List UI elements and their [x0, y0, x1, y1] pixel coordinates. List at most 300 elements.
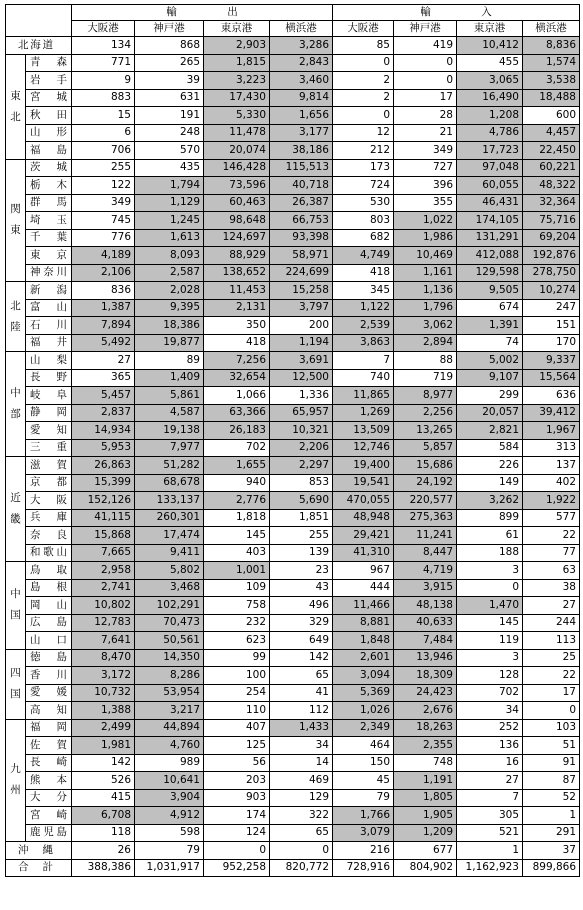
value-cell: 145: [457, 614, 523, 632]
value-cell: 455: [457, 54, 523, 72]
value-cell: 3,460: [270, 72, 333, 90]
prefecture-label: 新潟: [26, 282, 72, 300]
value-cell: 41,115: [72, 509, 135, 527]
value-cell: 1,986: [394, 229, 457, 247]
value-cell: 577: [523, 509, 580, 527]
value-cell: 1,129: [135, 194, 204, 212]
value-cell: 415: [72, 789, 135, 807]
value-cell: 19,541: [333, 474, 394, 492]
prefecture-label: 山形: [26, 124, 72, 142]
prefecture-label: 長野: [26, 369, 72, 387]
value-cell: 3,863: [333, 334, 394, 352]
region-char: 国: [10, 688, 21, 700]
value-cell: 2,355: [394, 737, 457, 755]
value-cell: 8,093: [135, 247, 204, 265]
prefecture-label: 鹿児島: [26, 824, 72, 842]
value-cell: 8,286: [135, 667, 204, 685]
value-cell: 3,468: [135, 579, 204, 597]
value-cell: 23: [270, 562, 333, 580]
value-cell: 28: [394, 107, 457, 125]
value-cell: 2,106: [72, 264, 135, 282]
value-cell: 61: [457, 527, 523, 545]
value-cell: 3,286: [270, 37, 333, 55]
value-cell: 113: [523, 632, 580, 650]
value-cell: 16,490: [457, 89, 523, 107]
value-cell: 247: [523, 299, 580, 317]
value-cell: 8,977: [394, 387, 457, 405]
region-char: 陸: [10, 320, 21, 333]
region-char: 九: [10, 763, 21, 776]
value-cell: 530: [333, 194, 394, 212]
value-cell: 87: [523, 772, 580, 790]
prefecture-label: 香川: [26, 667, 72, 685]
prefecture-label: 熊本: [26, 772, 72, 790]
value-cell: 48,322: [523, 177, 580, 195]
value-cell: 103: [523, 719, 580, 737]
value-cell: 5,002: [457, 352, 523, 370]
value-cell: 0: [270, 842, 333, 860]
region-char: 北: [10, 299, 21, 312]
value-cell: 728,916: [333, 859, 394, 877]
value-cell: 496: [270, 597, 333, 615]
value-cell: 124,697: [204, 229, 270, 247]
value-cell: 305: [457, 807, 523, 825]
value-cell: 10,802: [72, 597, 135, 615]
table-row: [6, 422, 580, 440]
value-cell: 32,364: [523, 194, 580, 212]
value-cell: 1,269: [333, 404, 394, 422]
prefecture-label: 奈良: [26, 527, 72, 545]
prefecture-label: 栃木: [26, 177, 72, 195]
value-cell: 22: [523, 527, 580, 545]
value-cell: 15: [72, 107, 135, 125]
value-cell: 521: [457, 824, 523, 842]
value-cell: 464: [333, 737, 394, 755]
value-cell: 3,223: [204, 72, 270, 90]
value-cell: 3,177: [270, 124, 333, 142]
value-cell: 53,954: [135, 684, 204, 702]
table-row: [6, 789, 580, 807]
table-row: [6, 649, 580, 667]
value-cell: 17: [394, 89, 457, 107]
value-cell: 345: [333, 282, 394, 300]
value-cell: 313: [523, 439, 580, 457]
prefecture-label: 青森: [26, 54, 72, 72]
value-cell: 1,209: [394, 824, 457, 842]
region-label: [6, 282, 26, 352]
value-cell: 419: [394, 37, 457, 55]
value-cell: 0: [394, 72, 457, 90]
region-label: [6, 457, 26, 562]
table-row: [6, 632, 580, 650]
value-cell: 252: [457, 719, 523, 737]
value-cell: 51,282: [135, 457, 204, 475]
port-trade-table: [5, 4, 580, 877]
value-cell: 702: [457, 684, 523, 702]
value-cell: 138,652: [204, 264, 270, 282]
table-row: [6, 142, 580, 160]
table-row: [6, 369, 580, 387]
table-row: [6, 229, 580, 247]
table-row: [6, 334, 580, 352]
prefecture-label: 愛知: [26, 422, 72, 440]
region-label: [6, 649, 26, 719]
table-row: [6, 772, 580, 790]
value-cell: 38: [523, 579, 580, 597]
prefecture-label: 長崎: [26, 754, 72, 772]
value-cell: 1,066: [204, 387, 270, 405]
value-cell: 7,256: [204, 352, 270, 370]
prefecture-label: 神奈川: [26, 264, 72, 282]
value-cell: 5,857: [394, 439, 457, 457]
prefecture-label: 三重: [26, 439, 72, 457]
value-cell: 388,386: [72, 859, 135, 877]
value-cell: 15,564: [523, 369, 580, 387]
value-cell: 41: [270, 684, 333, 702]
value-cell: 58,971: [270, 247, 333, 265]
table-row: [6, 824, 580, 842]
value-cell: 7,977: [135, 439, 204, 457]
value-cell: 51: [523, 737, 580, 755]
value-cell: 8,881: [333, 614, 394, 632]
value-cell: 1,613: [135, 229, 204, 247]
table-row: [6, 474, 580, 492]
value-cell: 1,433: [270, 719, 333, 737]
table-row: [6, 439, 580, 457]
value-cell: 899: [457, 509, 523, 527]
table-row: [6, 562, 580, 580]
header-row-ports: [6, 21, 580, 37]
value-cell: 1,161: [394, 264, 457, 282]
value-cell: 682: [333, 229, 394, 247]
value-cell: 60,055: [457, 177, 523, 195]
region-char: 東: [10, 89, 21, 102]
value-cell: 623: [204, 632, 270, 650]
value-cell: 748: [394, 754, 457, 772]
value-cell: 79: [333, 789, 394, 807]
prefecture-label: 山梨: [26, 352, 72, 370]
value-cell: 152,126: [72, 492, 135, 510]
value-cell: 70,473: [135, 614, 204, 632]
value-cell: 10,274: [523, 282, 580, 300]
value-cell: 119: [457, 632, 523, 650]
table-row: [6, 177, 580, 195]
value-cell: 9,395: [135, 299, 204, 317]
value-cell: 122: [72, 177, 135, 195]
value-cell: 1,022: [394, 212, 457, 230]
value-cell: 52: [523, 789, 580, 807]
prefecture-label: 山口: [26, 632, 72, 650]
port-header: 大阪港: [72, 21, 135, 37]
value-cell: 1,815: [204, 54, 270, 72]
region-label: [6, 159, 26, 282]
value-cell: 203: [204, 772, 270, 790]
prefecture-label: 北海道: [6, 37, 72, 55]
value-cell: 275,363: [394, 509, 457, 527]
value-cell: 13,946: [394, 649, 457, 667]
value-cell: 136: [457, 737, 523, 755]
value-cell: 1,796: [394, 299, 457, 317]
value-cell: 65: [270, 667, 333, 685]
prefecture-label: 東京: [26, 247, 72, 265]
value-cell: 1,805: [394, 789, 457, 807]
value-cell: 7: [457, 789, 523, 807]
value-cell: 7: [333, 352, 394, 370]
value-cell: 212: [333, 142, 394, 160]
value-cell: 129,598: [457, 264, 523, 282]
table-row: [6, 282, 580, 300]
value-cell: 1,136: [394, 282, 457, 300]
table-row: [6, 667, 580, 685]
value-cell: 403: [204, 544, 270, 562]
value-cell: 5,330: [204, 107, 270, 125]
value-cell: 10,732: [72, 684, 135, 702]
table-row: [6, 457, 580, 475]
value-cell: 18,488: [523, 89, 580, 107]
value-cell: 22,450: [523, 142, 580, 160]
value-cell: 5,690: [270, 492, 333, 510]
value-cell: 740: [333, 369, 394, 387]
prefecture-label: 福井: [26, 334, 72, 352]
value-cell: 99: [204, 649, 270, 667]
prefecture-label: 大分: [26, 789, 72, 807]
value-cell: 940: [204, 474, 270, 492]
value-cell: 12,746: [333, 439, 394, 457]
value-cell: 2,499: [72, 719, 135, 737]
table-row: [6, 719, 580, 737]
value-cell: 73,596: [204, 177, 270, 195]
value-cell: 200: [270, 317, 333, 335]
value-cell: 0: [523, 702, 580, 720]
import-header: 輸 入: [333, 5, 580, 21]
value-cell: 674: [457, 299, 523, 317]
value-cell: 50,561: [135, 632, 204, 650]
value-cell: 329: [270, 614, 333, 632]
value-cell: 44,894: [135, 719, 204, 737]
table-row: [6, 212, 580, 230]
table-row: [6, 754, 580, 772]
value-cell: 145: [204, 527, 270, 545]
value-cell: 1,191: [394, 772, 457, 790]
value-cell: 3,262: [457, 492, 523, 510]
value-cell: 21: [394, 124, 457, 142]
table-row: [6, 194, 580, 212]
value-cell: 151: [523, 317, 580, 335]
value-cell: 4,760: [135, 737, 204, 755]
value-cell: 216: [333, 842, 394, 860]
value-cell: 45: [333, 772, 394, 790]
table-row: [6, 859, 580, 877]
table-row: [6, 159, 580, 177]
table-row: [6, 247, 580, 265]
prefecture-label: 広島: [26, 614, 72, 632]
value-cell: 2,958: [72, 562, 135, 580]
value-cell: 1,981: [72, 737, 135, 755]
value-cell: 2: [333, 89, 394, 107]
table-row: [6, 509, 580, 527]
value-cell: 1,162,923: [457, 859, 523, 877]
value-cell: 7,665: [72, 544, 135, 562]
value-cell: 649: [270, 632, 333, 650]
value-cell: 706: [72, 142, 135, 160]
value-cell: 3,915: [394, 579, 457, 597]
value-cell: 115,513: [270, 159, 333, 177]
value-cell: 149: [457, 474, 523, 492]
value-cell: 18,386: [135, 317, 204, 335]
value-cell: 16: [457, 754, 523, 772]
table-row: [6, 492, 580, 510]
value-cell: 5,457: [72, 387, 135, 405]
value-cell: 102,291: [135, 597, 204, 615]
value-cell: 9,411: [135, 544, 204, 562]
value-cell: 109: [204, 579, 270, 597]
value-cell: 63,366: [204, 404, 270, 422]
region-char: 州: [10, 784, 21, 797]
region-char: 国: [10, 609, 21, 622]
value-cell: 952,258: [204, 859, 270, 877]
value-cell: 20,074: [204, 142, 270, 160]
value-cell: 350: [204, 317, 270, 335]
value-cell: 2,349: [333, 719, 394, 737]
value-cell: 0: [204, 842, 270, 860]
export-header: 輸 出: [72, 5, 333, 21]
value-cell: 1,208: [457, 107, 523, 125]
value-cell: 349: [72, 194, 135, 212]
value-cell: 745: [72, 212, 135, 230]
value-cell: 65,957: [270, 404, 333, 422]
value-cell: 1,336: [270, 387, 333, 405]
region-char: 中: [10, 588, 21, 601]
value-cell: 142: [270, 649, 333, 667]
value-cell: 100: [204, 667, 270, 685]
prefecture-label: 島根: [26, 579, 72, 597]
region-char: 畿: [10, 513, 21, 525]
value-cell: 1,574: [523, 54, 580, 72]
value-cell: 26,863: [72, 457, 135, 475]
value-cell: 899,866: [523, 859, 580, 877]
prefecture-label: 福島: [26, 142, 72, 160]
value-cell: 11,453: [204, 282, 270, 300]
value-cell: 22: [523, 667, 580, 685]
table-row: [6, 317, 580, 335]
value-cell: 2,131: [204, 299, 270, 317]
value-cell: 2,741: [72, 579, 135, 597]
table-row: [6, 124, 580, 142]
value-cell: 1,122: [333, 299, 394, 317]
value-cell: 5,953: [72, 439, 135, 457]
value-cell: 88,929: [204, 247, 270, 265]
value-cell: 112: [270, 702, 333, 720]
region-char: 関: [10, 203, 21, 216]
value-cell: 1: [523, 807, 580, 825]
value-cell: 719: [394, 369, 457, 387]
value-cell: 79: [135, 842, 204, 860]
value-cell: 46,431: [457, 194, 523, 212]
value-cell: 11,466: [333, 597, 394, 615]
value-cell: 2,903: [204, 37, 270, 55]
value-cell: 17: [523, 684, 580, 702]
value-cell: 29,421: [333, 527, 394, 545]
value-cell: 989: [135, 754, 204, 772]
region-label: [6, 352, 26, 457]
value-cell: 7,894: [72, 317, 135, 335]
table-row: [6, 37, 580, 55]
table-row: [6, 264, 580, 282]
value-cell: 191: [135, 107, 204, 125]
value-cell: 903: [204, 789, 270, 807]
value-cell: 9,107: [457, 369, 523, 387]
value-cell: 9,814: [270, 89, 333, 107]
prefecture-label: 埼玉: [26, 212, 72, 230]
value-cell: 173: [333, 159, 394, 177]
value-cell: 804,902: [394, 859, 457, 877]
value-cell: 9,337: [523, 352, 580, 370]
prefecture-label: 静岡: [26, 404, 72, 422]
value-cell: 142: [72, 754, 135, 772]
value-cell: 220,577: [394, 492, 457, 510]
value-cell: 15,686: [394, 457, 457, 475]
value-cell: 10,412: [457, 37, 523, 55]
value-cell: 85: [333, 37, 394, 55]
port-header: 神戸港: [135, 21, 204, 37]
value-cell: 232: [204, 614, 270, 632]
value-cell: 4,457: [523, 124, 580, 142]
value-cell: 19,400: [333, 457, 394, 475]
value-cell: 174,105: [457, 212, 523, 230]
value-cell: 255: [72, 159, 135, 177]
value-cell: 1,194: [270, 334, 333, 352]
value-cell: 7,641: [72, 632, 135, 650]
value-cell: 48,138: [394, 597, 457, 615]
value-cell: 41,310: [333, 544, 394, 562]
value-cell: 0: [333, 54, 394, 72]
table-row: [6, 614, 580, 632]
value-cell: 5,369: [333, 684, 394, 702]
value-cell: 4,912: [135, 807, 204, 825]
table-row: [6, 54, 580, 72]
header-row-groups: [6, 5, 580, 21]
port-header: 東京港: [457, 21, 523, 37]
value-cell: 412,088: [457, 247, 523, 265]
region-char: 部: [10, 408, 21, 420]
value-cell: 14,934: [72, 422, 135, 440]
port-header: 横浜港: [523, 21, 580, 37]
value-cell: 27: [457, 772, 523, 790]
region-char: 北: [10, 110, 21, 123]
table-row: [6, 89, 580, 107]
value-cell: 526: [72, 772, 135, 790]
value-cell: 3,065: [457, 72, 523, 90]
value-cell: 1,655: [204, 457, 270, 475]
value-cell: 10,321: [270, 422, 333, 440]
value-cell: 9: [72, 72, 135, 90]
value-cell: 248: [135, 124, 204, 142]
value-cell: 8,447: [394, 544, 457, 562]
prefecture-label: 京都: [26, 474, 72, 492]
value-cell: 12,783: [72, 614, 135, 632]
prefecture-label: 秋田: [26, 107, 72, 125]
value-cell: 129: [270, 789, 333, 807]
value-cell: 26,183: [204, 422, 270, 440]
value-cell: 402: [523, 474, 580, 492]
value-cell: 14,350: [135, 649, 204, 667]
value-cell: 25: [523, 649, 580, 667]
value-cell: 4,587: [135, 404, 204, 422]
prefecture-label: 石川: [26, 317, 72, 335]
value-cell: 299: [457, 387, 523, 405]
value-cell: 1,001: [204, 562, 270, 580]
value-cell: 27: [523, 597, 580, 615]
